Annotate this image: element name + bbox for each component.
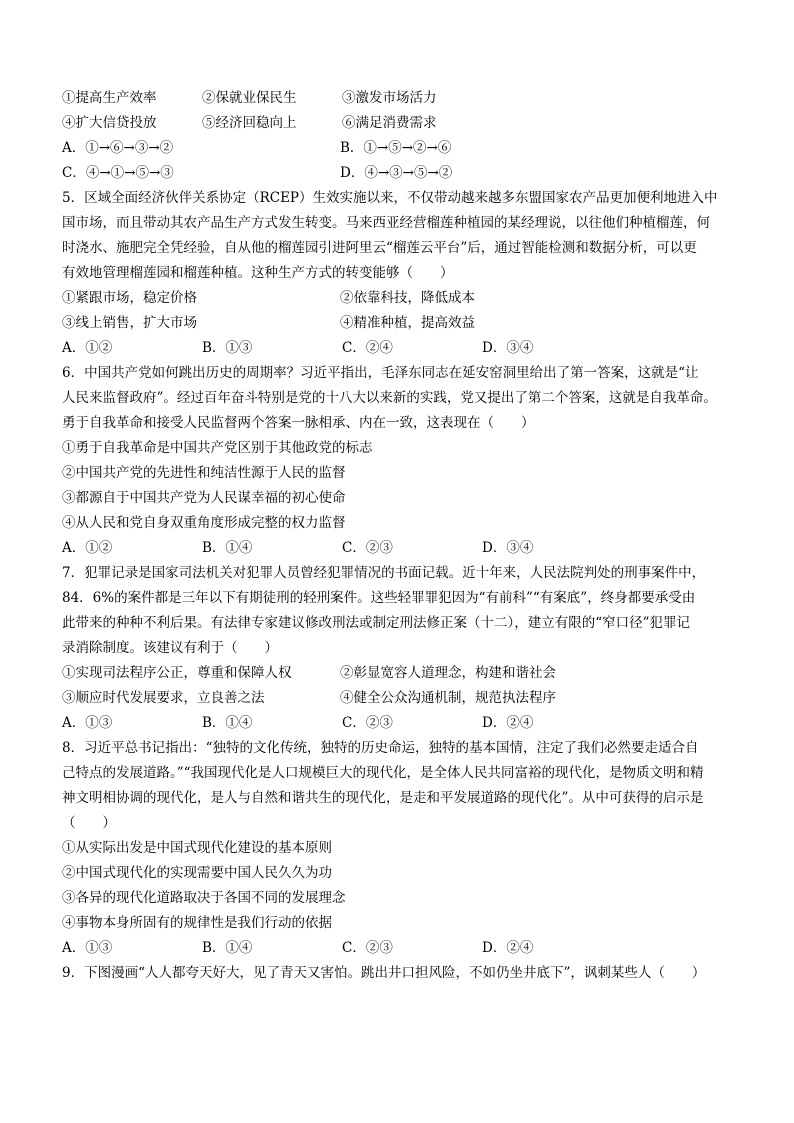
- q5-options-row-2: [62, 311, 742, 336]
- question-9: [62, 961, 742, 986]
- q4-choice-a: A．①→⑥→③→②: [62, 140, 174, 156]
- q7-stem-line: 此带来的种种不利后果。有法律专家建议修改刑法或制定刑法修正案（十二），建立有限的“窄口径”犯罪记: [62, 615, 691, 631]
- q6-stem-line: 人民来监督政府”。经过百年奋斗特别是党的十八大以来新的实践，党又提出了第二个答案，这就是自我革命。: [62, 390, 717, 406]
- q5-option-1: ①紧跟市场，稳定价格: [62, 290, 197, 306]
- q7-choice-a: A．①③: [62, 715, 113, 731]
- q5-option-3: ③线上销售，扩大市场: [62, 315, 197, 331]
- q4-choice-b: B．①→⑤→②→⑥: [340, 140, 452, 156]
- q8-option-2: ②中国式现代化的实现需要中国人民久久为功: [62, 865, 332, 881]
- q5-stem-line: 时浇水、施肥完全凭经验，自从他的榴莲园引进阿里云“榴莲云平台”后，通过智能检测和数据分析，可以更: [62, 240, 697, 256]
- q6-option-1: ①勇于自我革命是中国共产党区别于其他政党的标志: [62, 440, 373, 456]
- q5-option-4: ④精准种植，提高效益: [340, 315, 475, 331]
- q6-choice-a: A．①②: [62, 540, 113, 556]
- q5-options-row-1: [62, 286, 742, 311]
- q8-choice-a: A．①③: [62, 940, 113, 956]
- q8-option-1: ①从实际出发是中国式现代化建设的基本原则: [62, 840, 332, 856]
- q6-stem: [62, 361, 742, 436]
- q7-stem-line: 84．6%的案件都是三年以下有期徒刑的轻刑案件。这些轻罪罪犯因为“有前科”“有案底”，终身都要承受由: [62, 590, 696, 606]
- q9-stem: 9．下图漫画“人人都夸天好大，见了青天又害怕。跳出井口担风险，不如仍坐井底下”，讽刺某些人（ ）: [62, 965, 706, 981]
- q5-choice-c: C．②④: [342, 340, 393, 356]
- q6-option-2: ②中国共产党的先进性和纯洁性源于人民的监督: [62, 465, 346, 481]
- q6-option-4: ④从人民和党自身双重角度形成完整的权力监督: [62, 515, 346, 531]
- q7-option-1: ①实现司法程序公正，尊重和保障人权: [62, 665, 292, 681]
- q8-option-4: ④事物本身所固有的规律性是我们行动的依据: [62, 915, 332, 931]
- q4-choices-row-1: [62, 136, 742, 161]
- q7-stem: [62, 561, 742, 661]
- q4-options-row-1: [62, 86, 742, 111]
- q8-stem-line: 己特点的发展道路。”“我国现代化是人口规模巨大的现代化，是全体人民共同富裕的现代化，是物质文明和精: [62, 765, 704, 781]
- question-8: [62, 736, 742, 961]
- q5-choices: [62, 336, 742, 361]
- q4-options-row-2: [62, 111, 742, 136]
- q7-choice-c: C．②③: [342, 715, 393, 731]
- q8-stem-line: 神文明相协调的现代化，是人与自然和谐共生的现代化，是走和平发展道路的现代化”。从中可获得的启示是: [62, 790, 704, 806]
- q4-option-5: ⑤经济回稳向上: [202, 115, 297, 131]
- q5-stem: [62, 186, 742, 286]
- q8-stem: [62, 736, 742, 836]
- q4-option-4: ④扩大信贷投放: [62, 115, 157, 131]
- q7-stem-line: 7．犯罪记录是国家司法机关对犯罪人员曾经犯罪情况的书面记载。近十年来，人民法院判处的刑事案件中，: [62, 565, 706, 581]
- q4-option-1: ①提高生产效率: [62, 90, 157, 106]
- q7-option-4: ④健全公众沟通机制，规范执法程序: [340, 690, 556, 706]
- question-7: [62, 561, 742, 736]
- q7-choice-b: B．①④: [202, 715, 253, 731]
- q4-choices-row-2: [62, 161, 742, 186]
- q7-choices: [62, 711, 742, 736]
- q7-options-row-1: [62, 661, 742, 686]
- q7-stem-line: 录消除制度。该建议有利于（ ）: [62, 640, 278, 656]
- q6-choice-b: B．①④: [202, 540, 253, 556]
- q8-option-3: ③各异的现代化道路取决于各国不同的发展理念: [62, 890, 346, 906]
- q6-choices: [62, 536, 742, 561]
- question-6: [62, 361, 742, 561]
- q7-option-3: ③顺应时代发展要求，立良善之法: [62, 690, 265, 706]
- q5-choice-d: D．③④: [482, 340, 534, 356]
- q6-choice-d: D．③④: [482, 540, 534, 556]
- q8-stem-line: 8．习近平总书记指出：“独特的文化传统，独特的历史命运，独特的基本国情，注定了我们必然要走适合自: [62, 740, 699, 756]
- q8-choices: [62, 936, 742, 961]
- q5-choice-a: A．①②: [62, 340, 113, 356]
- q5-choice-b: B．①③: [202, 340, 253, 356]
- q7-options-row-2: [62, 686, 742, 711]
- q5-option-2: ②依靠科技，降低成本: [340, 290, 475, 306]
- q4-choice-d: D．④→③→⑤→②: [340, 165, 453, 181]
- q8-choice-c: C．②③: [342, 940, 393, 956]
- question-4: [62, 86, 742, 186]
- q4-choice-c: C．④→①→⑤→③: [62, 165, 174, 181]
- q8-choice-b: B．①④: [202, 940, 253, 956]
- q6-stem-line: 6．中国共产党如何跳出历史的周期率？习近平指出，毛泽东同志在延安窑洞里给出了第一答案，这就是“让: [62, 365, 699, 381]
- exam-page: [62, 86, 742, 986]
- q8-stem-line: （ ）: [62, 815, 116, 831]
- q4-option-6: ⑥满足消费需求: [342, 115, 437, 131]
- q5-stem-line: 国市场，而且带动其农产品生产方式发生转变。马来西亚经营榴莲种植园的某经理说，以往他们种植榴莲，何: [62, 215, 710, 231]
- q4-option-3: ③激发市场活力: [342, 90, 437, 106]
- q8-choice-d: D．②④: [482, 940, 534, 956]
- q5-stem-line: 有效地管理榴莲园和榴莲种植。这种生产方式的转变能够（ ）: [62, 265, 454, 281]
- q7-choice-d: D．②④: [482, 715, 534, 731]
- question-5: [62, 186, 742, 361]
- q5-stem-line: 5．区域全面经济伙伴关系协定（RCEP）生效实施以来，不仅带动越来越多东盟国家农产品更加便利地进入中: [62, 190, 718, 206]
- q7-option-2: ②彰显宽容人道理念，构建和谐社会: [340, 665, 556, 681]
- q4-option-2: ②保就业保民生: [202, 90, 297, 106]
- q6-option-3: ③都源自于中国共产党为人民谋幸福的初心使命: [62, 490, 346, 506]
- q6-stem-line: 勇于自我革命和接受人民监督两个答案一脉相承、内在一致，这表现在（ ）: [62, 415, 535, 431]
- q6-choice-c: C．②③: [342, 540, 393, 556]
